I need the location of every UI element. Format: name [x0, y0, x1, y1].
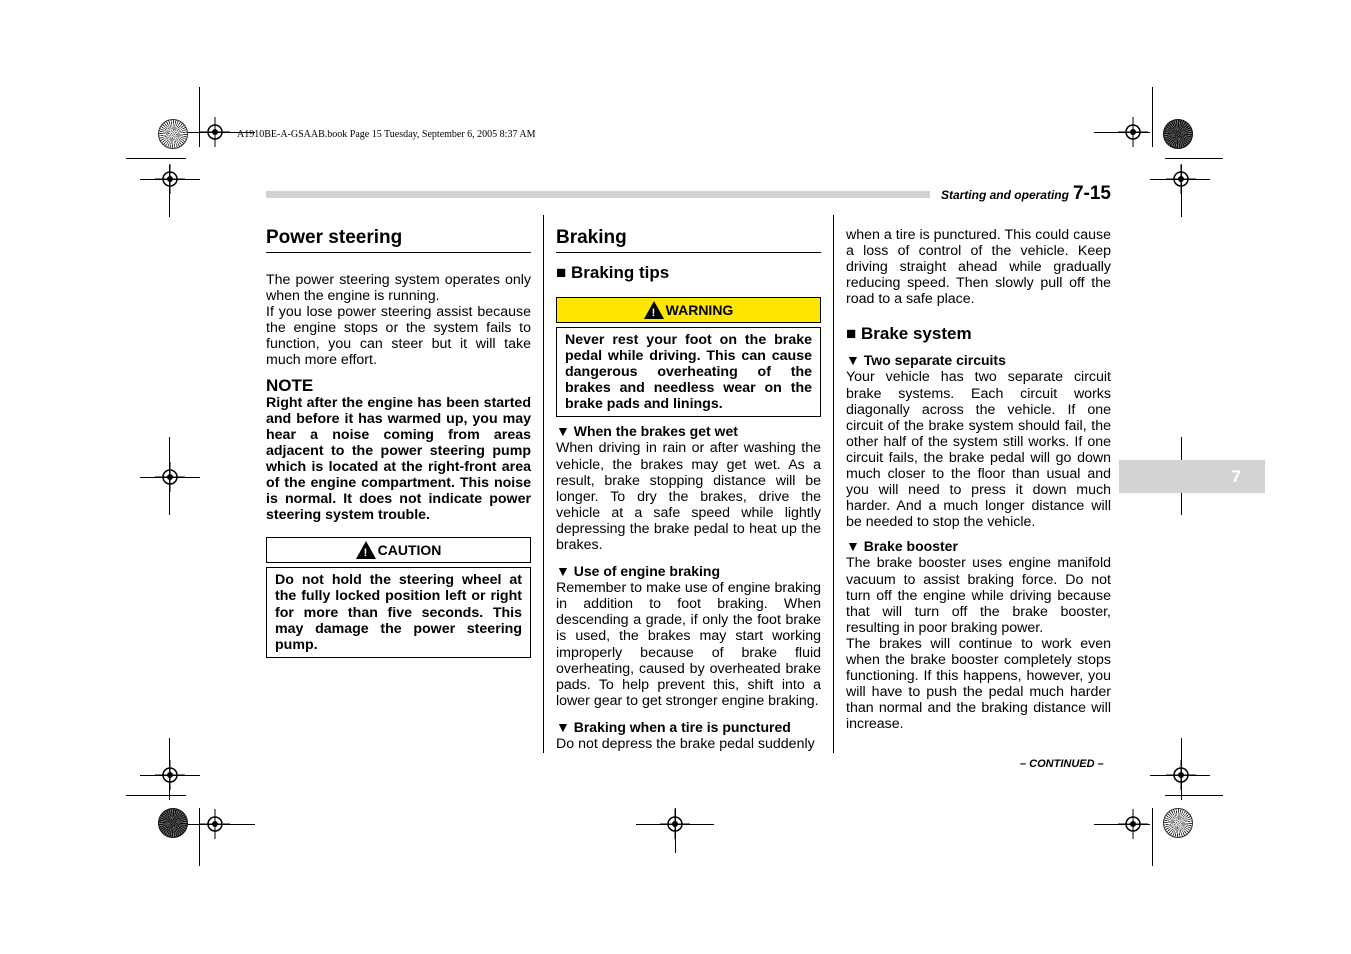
- topic-title-engine-braking: ▼ Use of engine braking: [556, 563, 720, 580]
- warning-header: [556, 297, 821, 323]
- warning-box: [556, 327, 821, 417]
- paragraph: Remember to make use of engine braking in addition to foot braking. When descending a grade, if only the foot brake is used, the brakes may start working improperly because of brake fluid overheating, caused by overheated brake pads. To help prevent this, shift into a lower gear to get stronger engine braking.: [556, 580, 821, 709]
- crop-mark: [140, 477, 200, 478]
- paragraph: Your vehicle has two separate circuit brake systems. Each circuit works diagonally across the vehicle. If one circuit of the brake system should fail, the other half of the system still works. If one circuit fails, the brake pedal will go down much closer to the floor than usual and you will need to press it down much harder. And a much longer distance will be needed to stop the vehicle.: [846, 369, 1111, 531]
- topic-title-punctured-tire: ▼ Braking when a tire is punctured: [556, 718, 791, 735]
- crop-mark: [1165, 158, 1223, 159]
- crop-mark: [1181, 165, 1182, 217]
- header-bar: [266, 191, 930, 198]
- paragraph: When driving in rain or after washing the vehicle, the brakes may get wet. As a result, brake stopping distance will be longer. To dry the brakes, drive the vehicle at a safe speed while lightly depressing the brake pedal to heat up the brakes.: [556, 440, 821, 554]
- print-meta-line: A1910BE-A-GSAAB.book Page 15 Tuesday, September 6, 2005 8:37 AM: [237, 129, 536, 140]
- crop-mark: [1094, 132, 1150, 133]
- caution-header: [266, 537, 531, 563]
- crop-mark: [126, 158, 186, 159]
- color-rosette-icon: [158, 119, 188, 149]
- crop-mark: [675, 808, 676, 853]
- subsection-title-brake-system: ■ Brake system: [846, 324, 972, 344]
- paragraph: The brakes will continue to work even when the brake booster completely stops functioning. If this happens, however, you will have to push the pedal much harder than normal and the braking distance will increase.: [846, 635, 1111, 733]
- crop-mark: [1152, 808, 1153, 866]
- continued-label: – CONTINUED –: [1020, 758, 1104, 770]
- topic-title-wet-brakes: ▼ When the brakes get wet: [556, 423, 738, 440]
- topic-title-two-circuits: ▼ Two separate circuits: [846, 352, 1006, 369]
- warning-triangle-icon: !: [644, 301, 664, 319]
- crop-mark: [185, 824, 255, 825]
- chapter-tab-number: 7: [1231, 466, 1241, 486]
- paragraph: when a tire is punctured. This could cause a loss of control of the vehicle. Keep driving straight ahead while gradually reducing speed. Then slowly pull off the road to a safe place.: [846, 227, 1111, 308]
- power-steering-column: [266, 227, 531, 658]
- warning-text: Never rest your foot on the brake pedal while driving. This can cause dangerous overheating of the brakes and needless wear on the brake pads and linings.: [565, 332, 812, 413]
- crop-mark: [126, 795, 186, 796]
- warning-label: WARNING: [665, 301, 734, 318]
- subsection-title-braking-tips: ■ Braking tips: [556, 263, 670, 282]
- color-rosette-icon: [1163, 119, 1193, 149]
- section-title-braking: Braking: [556, 227, 821, 253]
- crop-mark: [169, 165, 170, 217]
- note-text: Right after the engine has been started and before it has warmed up, you may hear a noise coming from areas adjacent to the power steering pump which is located at the right-front area of the engine compartment. This noise is normal. It does not indicate power steering system trouble.: [266, 394, 531, 524]
- note-title: NOTE: [266, 375, 314, 395]
- column-divider: [543, 215, 544, 753]
- paragraph: The brake booster uses engine manifold vacuum to assist braking force. Do not turn off the engine while driving because that will turn off the brake booster, resulting in poor braking power.: [846, 555, 1111, 636]
- chapter-tab: [1119, 460, 1265, 493]
- braking-column: [556, 227, 821, 752]
- color-rosette-icon: [158, 808, 188, 838]
- caution-box: [266, 567, 531, 657]
- paragraph: Do not depress the brake pedal suddenly: [556, 735, 815, 752]
- crop-mark: [169, 738, 170, 800]
- paragraph: The power steering system operates only when the engine is running.: [266, 272, 531, 305]
- paragraph: If you lose power steering assist because the engine stops or the system fails to function, you can steer but it will take much more effort.: [266, 304, 531, 369]
- section-title-power-steering: Power steering: [266, 227, 531, 253]
- crop-mark: [1094, 824, 1150, 825]
- column-divider: [833, 215, 834, 753]
- crop-mark: [140, 179, 200, 180]
- crop-mark: [1150, 775, 1210, 776]
- page-number: 7-15: [1072, 183, 1111, 204]
- crop-mark: [140, 775, 200, 776]
- crop-mark: [1165, 795, 1223, 796]
- caution-label: CAUTION: [377, 542, 442, 559]
- header-section-title: Starting and operating: [940, 188, 1069, 202]
- brake-system-column: [846, 227, 1111, 732]
- crop-mark: [1150, 179, 1210, 180]
- crop-mark: [1181, 738, 1182, 800]
- topic-title-brake-booster: ▼ Brake booster: [846, 538, 958, 555]
- crop-mark: [169, 437, 170, 515]
- crop-mark: [1152, 87, 1153, 147]
- caution-text: Do not hold the steering wheel at the fully locked position left or right for more than five seconds. This may damage the power steering pump.: [275, 572, 522, 653]
- page-header: [941, 183, 1111, 205]
- color-rosette-icon: [1163, 808, 1193, 838]
- warning-triangle-icon: !: [356, 541, 376, 559]
